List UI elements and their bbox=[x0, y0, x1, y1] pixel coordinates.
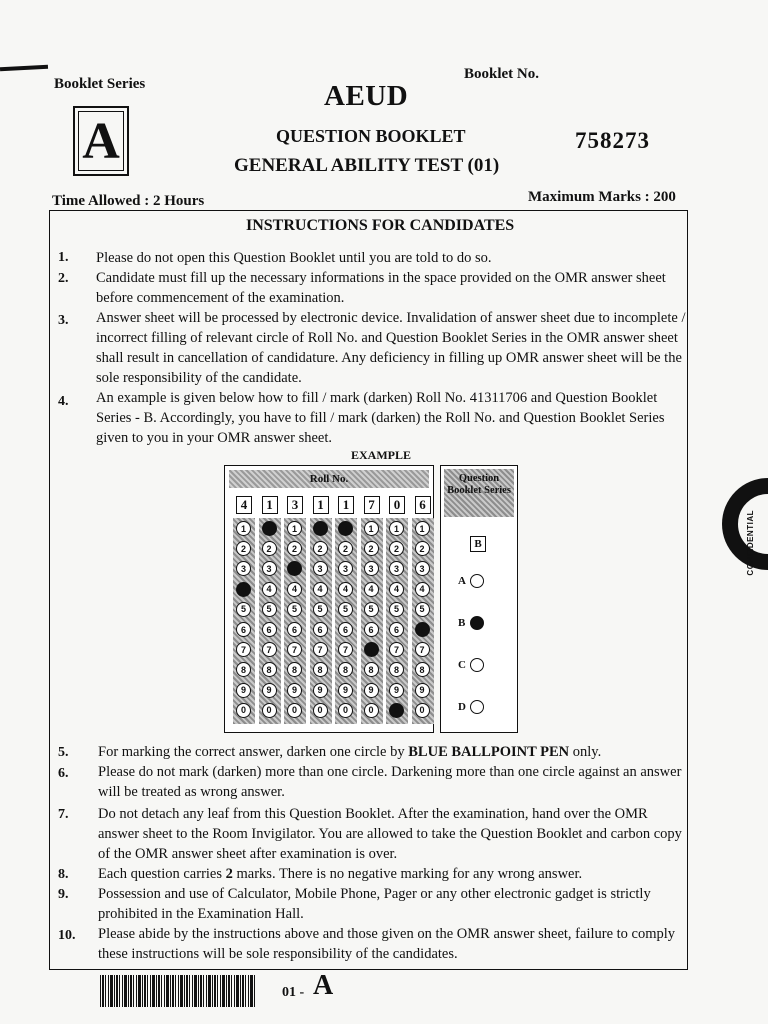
instruction-number: 2. bbox=[58, 271, 69, 286]
series-option bbox=[458, 658, 484, 672]
footer-page-code: 01 - bbox=[282, 985, 305, 1000]
maximum-marks: Maximum Marks : 200 bbox=[528, 189, 676, 205]
roll-bubble: 2 bbox=[236, 541, 251, 556]
roll-digit-box: 1 bbox=[313, 496, 329, 514]
roll-bubble: 8 bbox=[236, 662, 251, 677]
instruction-emphasis: 2 bbox=[225, 866, 233, 882]
roll-bubble-filled: 3 bbox=[287, 561, 302, 576]
roll-bubble: 4 bbox=[262, 582, 277, 597]
roll-bubble: 5 bbox=[236, 602, 251, 617]
roll-bubble: 8 bbox=[313, 662, 328, 677]
instruction-text bbox=[98, 742, 688, 762]
roll-bubble-filled: 6 bbox=[415, 622, 430, 637]
roll-bubble: 3 bbox=[389, 561, 404, 576]
roll-bubble: 0 bbox=[415, 703, 430, 718]
roll-bubble: 8 bbox=[415, 662, 430, 677]
roll-bubble: 8 bbox=[262, 662, 277, 677]
roll-bubble: 8 bbox=[364, 662, 379, 677]
confidential-seal bbox=[722, 478, 768, 576]
roll-digit-box: 3 bbox=[287, 496, 303, 514]
roll-bubble: 1 bbox=[236, 521, 251, 536]
roll-bubble: 3 bbox=[313, 561, 328, 576]
roll-bubble: 2 bbox=[389, 541, 404, 556]
roll-bubble: 8 bbox=[338, 662, 353, 677]
instruction-text: Please do not mark (darken) more than one circle. Darkening more than one circle against an answer will be treated as wrong answer. bbox=[98, 764, 682, 800]
roll-bubble: 4 bbox=[389, 582, 404, 597]
test-title: GENERAL ABILITY TEST (01) bbox=[234, 155, 500, 176]
roll-bubble: 6 bbox=[287, 622, 302, 637]
roll-bubble: 5 bbox=[313, 602, 328, 617]
roll-bubble-filled: 1 bbox=[338, 521, 353, 536]
roll-digit-box: 1 bbox=[262, 496, 278, 514]
instruction-text: Do not detach any leaf from this Question Booklet. After the examination, hand over the OMR answer sheet to the Room Invigilator. You are allowed to take the Question Booklet and carbon copy of the OMR answer sheet after examination is over. bbox=[98, 806, 682, 862]
instruction-text bbox=[98, 864, 688, 884]
roll-bubble: 0 bbox=[262, 703, 277, 718]
roll-bubble: 6 bbox=[338, 622, 353, 637]
series-option-letter: D bbox=[458, 701, 466, 713]
barcode bbox=[100, 975, 256, 1007]
instruction-number: 6. bbox=[58, 766, 69, 781]
booklet-series-box bbox=[73, 106, 129, 176]
footer-series-letter: A bbox=[313, 970, 334, 1001]
booklet-series-label: Booklet Series bbox=[54, 76, 146, 92]
roll-bubble: 1 bbox=[415, 521, 430, 536]
roll-bubble-filled: 1 bbox=[262, 521, 277, 536]
roll-bubble: 6 bbox=[262, 622, 277, 637]
roll-bubble: 9 bbox=[287, 683, 302, 698]
series-bubble bbox=[470, 658, 484, 672]
instruction-text-part: only. bbox=[569, 744, 602, 760]
roll-bubble-filled: 1 bbox=[313, 521, 328, 536]
roll-bubble: 5 bbox=[415, 602, 430, 617]
roll-bubble: 9 bbox=[364, 683, 379, 698]
series-option-letter: B bbox=[458, 617, 466, 629]
roll-digit-box: 6 bbox=[415, 496, 431, 514]
series-mark-box: B bbox=[470, 536, 486, 552]
roll-bubble: 7 bbox=[262, 642, 277, 657]
roll-bubble: 5 bbox=[338, 602, 353, 617]
series-option bbox=[458, 700, 484, 714]
roll-bubble: 4 bbox=[364, 582, 379, 597]
roll-bubble: 6 bbox=[236, 622, 251, 637]
roll-bubble: 7 bbox=[389, 642, 404, 657]
roll-bubble: 9 bbox=[236, 683, 251, 698]
roll-bubble: 1 bbox=[364, 521, 379, 536]
roll-bubble: 6 bbox=[313, 622, 328, 637]
instruction-emphasis: BLUE BALLPOINT PEN bbox=[408, 744, 570, 760]
roll-bubble: 8 bbox=[287, 662, 302, 677]
booklet-no-label: Booklet No. bbox=[464, 66, 539, 82]
instruction-number: 3. bbox=[58, 313, 69, 328]
time-allowed: Time Allowed : 2 Hours bbox=[52, 193, 205, 209]
seal-inner-ring bbox=[736, 492, 768, 576]
roll-digit-box: 1 bbox=[338, 496, 354, 514]
instruction-text: Please abide by the instructions above and those given on the OMR answer sheet, failure to comply these instructions will be sole responsibility of the candidates. bbox=[98, 926, 676, 962]
roll-bubble: 3 bbox=[338, 561, 353, 576]
roll-bubble: 3 bbox=[364, 561, 379, 576]
roll-bubble: 3 bbox=[415, 561, 430, 576]
booklet-no: 758273 bbox=[575, 128, 650, 153]
roll-bubble: 6 bbox=[389, 622, 404, 637]
roll-bubble: 0 bbox=[236, 703, 251, 718]
roll-bubble-filled: 0 bbox=[389, 703, 404, 718]
roll-bubble: 9 bbox=[389, 683, 404, 698]
instruction-text: Answer sheet will be processed by electronic device. Invalidation of answer sheet due to incomplete / incorrect filling of relevant circle of Roll No. and Question Booklet Series in the OMR answer sheet shall result in cancellation of candidature. Any deficiency in filling up OMR answer sheet will be the sole responsibility of the candidate. bbox=[96, 310, 686, 386]
roll-bubble: 7 bbox=[338, 642, 353, 657]
roll-bubble: 7 bbox=[313, 642, 328, 657]
booklet-series-value: A bbox=[78, 111, 124, 171]
instructions-title: INSTRUCTIONS FOR CANDIDATES bbox=[246, 217, 515, 234]
roll-bubble: 7 bbox=[287, 642, 302, 657]
roll-bubble: 2 bbox=[313, 541, 328, 556]
instruction-number: 4. bbox=[58, 394, 69, 409]
roll-digit-box: 4 bbox=[236, 496, 252, 514]
roll-bubble: 0 bbox=[364, 703, 379, 718]
booklet-code: AEUD bbox=[324, 80, 409, 112]
roll-bubble: 4 bbox=[415, 582, 430, 597]
roll-bubble: 5 bbox=[389, 602, 404, 617]
roll-bubble: 0 bbox=[338, 703, 353, 718]
instruction-text: Please do not open this Question Booklet until you are told to do so. bbox=[96, 250, 492, 266]
roll-bubble-filled: 7 bbox=[364, 642, 379, 657]
roll-bubble: 9 bbox=[338, 683, 353, 698]
roll-bubble: 2 bbox=[364, 541, 379, 556]
series-option bbox=[458, 574, 484, 588]
series-option bbox=[458, 616, 484, 630]
roll-digit-box: 7 bbox=[364, 496, 380, 514]
instruction-number: 5. bbox=[58, 745, 69, 760]
series-header: Question Booklet Series bbox=[444, 469, 514, 517]
roll-bubble: 7 bbox=[236, 642, 251, 657]
roll-bubble-filled: 4 bbox=[236, 582, 251, 597]
roll-bubble: 4 bbox=[287, 582, 302, 597]
instruction-text: Possession and use of Calculator, Mobile Phone, Pager or any other electronic gadget is strictly prohibited in the Examination Hall. bbox=[98, 886, 651, 922]
series-bubble bbox=[470, 574, 484, 588]
roll-bubble: 8 bbox=[389, 662, 404, 677]
roll-bubble: 4 bbox=[313, 582, 328, 597]
roll-bubble: 9 bbox=[262, 683, 277, 698]
omr-roll-no-panel bbox=[224, 465, 434, 733]
instruction-number: 1. bbox=[58, 250, 69, 265]
series-option-letter: A bbox=[458, 575, 466, 587]
roll-bubble: 9 bbox=[313, 683, 328, 698]
roll-bubble: 7 bbox=[415, 642, 430, 657]
roll-bubble: 5 bbox=[262, 602, 277, 617]
instruction-text-part: Each question carries bbox=[98, 866, 226, 882]
roll-bubble: 5 bbox=[287, 602, 302, 617]
instruction-number: 7. bbox=[58, 807, 69, 822]
roll-bubble: 2 bbox=[338, 541, 353, 556]
series-option-letter: C bbox=[458, 659, 466, 671]
instruction-text: Candidate must fill up the necessary informations in the space provided on the OMR answer sheet before commencement of the examination. bbox=[96, 270, 666, 306]
page-edge-mark bbox=[0, 65, 48, 72]
roll-bubble: 2 bbox=[415, 541, 430, 556]
roll-bubble: 4 bbox=[338, 582, 353, 597]
roll-digit-box: 0 bbox=[389, 496, 405, 514]
roll-bubble: 5 bbox=[364, 602, 379, 617]
roll-bubble: 3 bbox=[262, 561, 277, 576]
instruction-number: 9. bbox=[58, 887, 69, 902]
omr-series-panel bbox=[440, 465, 518, 733]
seal-text: CONFIDENTIAL bbox=[746, 510, 755, 576]
instruction-number: 8. bbox=[58, 867, 69, 882]
roll-bubble: 6 bbox=[364, 622, 379, 637]
booklet-title: QUESTION BOOKLET bbox=[276, 126, 466, 146]
instruction-number: 10. bbox=[58, 928, 76, 943]
roll-bubble: 1 bbox=[287, 521, 302, 536]
roll-bubble: 3 bbox=[236, 561, 251, 576]
series-bubble-filled bbox=[470, 616, 484, 630]
roll-bubble: 2 bbox=[262, 541, 277, 556]
roll-bubble: 1 bbox=[389, 521, 404, 536]
series-bubble bbox=[470, 700, 484, 714]
roll-bubble: 0 bbox=[313, 703, 328, 718]
roll-bubble: 9 bbox=[415, 683, 430, 698]
instruction-text-part: marks. There is no negative marking for any wrong answer. bbox=[232, 866, 583, 882]
roll-bubble: 0 bbox=[287, 703, 302, 718]
example-label: EXAMPLE bbox=[351, 448, 411, 462]
instruction-text-part: For marking the correct answer, darken one circle by bbox=[98, 744, 409, 760]
roll-no-header: Roll No. bbox=[229, 470, 429, 488]
roll-bubble: 2 bbox=[287, 541, 302, 556]
instruction-text: An example is given below how to fill / mark (darken) Roll No. 41311706 and Question Booklet Series - B. Accordingly, you have to fill / mark (darken) the Roll No. and Question Booklet Series given to you in your OMR answer sheet. bbox=[96, 390, 665, 446]
